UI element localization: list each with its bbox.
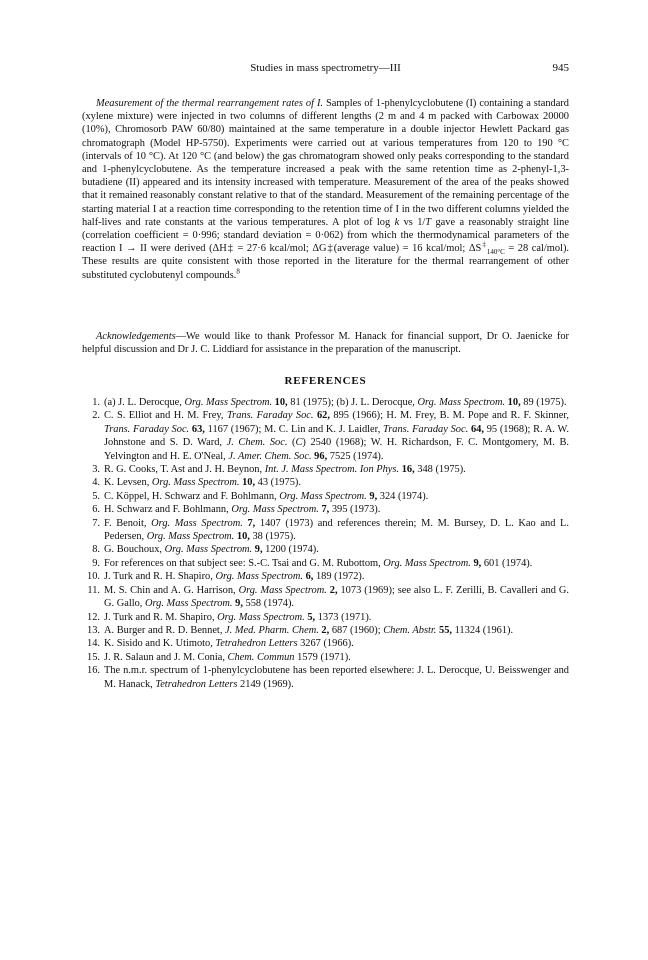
acknowledgements-text: —We would like to thank Professor M. Hanack for financial support, Dr O. Jaenicke for helpful discussion and Dr J. C. Liddiard for assistance in the preparation of the manuscript. [82,331,569,356]
reference-volume: 6, [305,571,314,583]
reference-text: 395 (1973). [329,504,381,516]
entropy-subscript: 140°C [486,248,505,257]
reference-journal: Trans. Faraday Soc. [226,410,314,422]
measurement-text-2: vs 1/ [399,216,426,228]
reference-number: 11. [87,584,100,596]
reference-volume: 2, [321,624,330,636]
reference-volume: 10, [236,531,250,543]
reference-journal: Org. Mass Spectrom. [217,611,305,623]
reference-volume: 10, [507,397,521,408]
reference-text: The n.m.r. spectrum of 1-phenylcyclobutene has been reported elsewhere: J. L. Derocque, U. Beisswenger and M. Hanack, [104,665,569,690]
reference-text: (a) J. L. Derocque, [104,397,185,408]
reference-text: For references on that subject see: S.-C. Tsai and G. M. Rubottom, [104,557,384,569]
reference-volume: 62, [316,410,330,422]
reference-volume: 7, [247,517,256,529]
reference-number: 12. [87,611,100,623]
citation-superscript: 8 [236,267,240,276]
reference-text: M. S. Chin and A. G. Harrison, [104,584,239,596]
reference-text: 1167 (1967); M. C. Lin and K. J. Laidler, [204,423,384,435]
page-number: 945 [552,62,569,74]
reference-journal: Chem. Abstr. [383,624,437,636]
reference-text: C. Köppel, H. Schwarz and F. Bohlmann, [104,490,280,502]
reference-volume: 5, [307,611,316,623]
reference-text: K. Levsen, [104,477,152,489]
reference-text: ) 2540 (1968); W. H. Richardson, F. C. Montgomery, M. B. Yelvington and H. E. O'Neal, [104,437,569,462]
reference-volume: 10, [242,477,256,489]
reference-item [82,490,569,503]
reference-number: 15. [87,651,100,663]
reference-volume: 9, [235,598,243,610]
reference-number: 6. [92,504,100,516]
references-heading: REFERENCES [284,375,367,387]
reference-text: 95 (1968); R. A. W. Johnstone and S. D. Ward, [104,423,569,449]
reference-volume: 10, [274,397,288,408]
reference-number: 9. [92,557,100,569]
reference-journal: Org. Mass Spectrom. [151,477,240,489]
reference-journal: Org. Mass Spectrom. [238,584,327,596]
page-header [82,62,569,78]
reference-text: 3267 (1966). [297,638,354,650]
reference-number: 5. [92,490,100,502]
reference-text: 558 (1974). [242,598,295,610]
reference-text: J. R. Salaun and J. M. Conia, [104,651,228,663]
reference-text: 2149 (1969). [237,678,294,690]
reference-journal: Org. Mass Spectrom. [144,598,233,610]
reference-volume: 2, [329,584,338,596]
reference-volume: 9, [473,557,482,569]
reference-volume: 55, [439,624,453,636]
reference-number: 8. [92,544,100,556]
reference-text: 81 (1975); (b) J. L. Derocque, [287,397,418,408]
reference-item [82,503,569,516]
reference-text: J. Turk and R. M. Shapiro, [104,611,218,623]
reference-text: H. Schwarz and F. Bohlmann, [104,504,232,516]
reference-text: 38 (1975). [249,531,296,543]
entropy-superscript: ‡ [481,240,487,249]
reference-number: 13. [87,624,100,636]
measurement-paragraph [82,97,569,282]
reference-text: 1373 (1971). [315,611,372,623]
reference-journal: C [295,437,303,449]
reference-text: 7525 (1974). [327,450,384,462]
reference-text: A. Burger and R. D. Bennet, [104,624,226,636]
reference-journal: Chem. Commun [227,651,295,663]
reference-text: 43 (1975). [255,477,301,489]
reference-text: 895 (1966); H. M. Frey, B. M. Pope and R. F. Skinner, [329,410,569,422]
reference-number: 14. [87,638,100,650]
reference-item [82,476,569,489]
reference-journal: Org. Mass Spectrom. [164,544,253,556]
reference-text: R. G. Cooks, T. Ast and J. H. Beynon, [104,464,265,476]
reference-item [82,624,569,637]
measurement-text-4: = 28 cal/mol). These results are quite consistent with those reported in the literature for the thermal rearrangement of other substituted cyclobutenyl compounds. [82,243,570,281]
measurement-text-3: gave a reasonably straight line (correlation coefficient = 0·996; standard deviation = 0·062) from which the thermodynamical parameters of the reaction I → II were derived (ΔH‡ = 27·6 kcal/mol; ΔG‡(average value) = 16 kcal/mol; ΔS [82,216,569,255]
reference-number: 4. [92,477,100,489]
reference-item [82,409,569,463]
reference-journal: Org. Mass Spectrom. [184,397,273,408]
reference-text: G. Bouchoux, [104,544,165,556]
reference-text: C. S. Elliot and H. M. Frey, [104,410,227,422]
reference-text: 687 (1960); [329,624,384,636]
reference-journal: Int. J. Mass Spectrom. Ion Phys. [264,464,400,476]
acknowledgements-heading: Acknowledgements [96,331,176,342]
reference-journal: Trans. Faraday Soc. [383,423,469,435]
reference-journal: Org. Mass Spectrom. [151,517,243,529]
reference-journal: Org. Mass Spectrom. [215,571,303,583]
t-symbol: T [425,216,432,228]
reference-volume: 9, [369,490,378,502]
reference-text: 1200 (1974). [262,544,319,556]
reference-text: 1579 (1971). [294,651,351,663]
reference-journal: J. Med. Pharm. Chem. [225,624,319,636]
reference-item [82,611,569,624]
reference-text: 89 (1975). [520,397,567,408]
reference-number: 2. [92,410,100,422]
reference-item [82,396,569,409]
reference-text: 11324 (1961). [452,624,514,636]
reference-text: K. Sisido and K. Utimoto, [104,638,216,650]
reference-journal: Org. Mass Spectrom. [146,531,235,543]
acknowledgements-paragraph [82,330,569,356]
reference-item [82,517,569,544]
reference-text: 601 (1974). [481,557,533,569]
reference-number: 1. [92,397,100,408]
measurement-heading: Measurement of the thermal rearrangement rates of I. [96,98,324,109]
reference-number: 16. [87,665,100,677]
reference-volume: 96, [314,450,328,462]
reference-volume: 64, [470,423,484,435]
reference-volume: 63, [191,423,205,435]
reference-number: 7. [92,517,100,529]
reference-journal: Org. Mass Spectrom. [231,504,319,516]
reference-journal: Org. Mass Spectrom. [383,557,471,569]
reference-item [82,570,569,583]
reference-item [82,664,569,691]
references-list [82,396,569,691]
reference-item [82,584,569,611]
reference-text: ( [287,437,296,449]
reference-volume: 16, [401,464,415,476]
reference-item [82,463,569,476]
reference-text: 348 (1975). [414,464,466,476]
reference-journal: Org. Mass Spectrom. [417,397,506,408]
reference-journal: Org. Mass Spectrom. [279,490,367,502]
reference-journal: Tetrahedron Letters [155,678,238,690]
running-title: Studies in mass spectrometry—III [250,62,401,74]
reference-journal: Tetrahedron Letters [215,638,298,650]
reference-number: 10. [87,571,100,583]
reference-journal: J. Amer. Chem. Soc. [228,450,312,462]
reference-item [82,543,569,556]
reference-text: 1073 (1969); see also L. F. Zerilli, B. Cavalleri and G. G. Gallo, [104,584,569,610]
k-symbol: k [394,216,400,228]
reference-item [82,651,569,664]
reference-text: 189 (1972). [313,571,365,583]
reference-item [82,637,569,650]
measurement-text-1: Samples of 1-phenylcyclobutene (I) containing a standard (xylene mixture) were injected in two columns of different lengths (2 m and 4 m packed with Carbowax 20000 (10%), Chromosorb PAW 60/80) maintained at the same temperature in a double injector Hewlett Packard gas chromatograph (Model HP-5750). Experiments were carried out at various temperatures from 120 to 190 °C (intervals of 10 °C). At 120 °C (and below) the gas chromatogram showed only peaks corresponding to the standard and 1-phenylcyclobutene. As the temperature increased a peak with the same retention time as 2-phenyl-1,3-butadiene (II) appeared and its intensity increased with temperature. Measurement of the area of the peaks showed that it remained reasonably constant relative to that of the standard. Measurement of the remaining percentage of the starting material I at a reaction time corresponding to the retention time of I in the two different columns yielded the half-lives and rate constants at the various temperatures. A plot of log [82,98,569,228]
reference-volume: 7, [321,504,330,516]
reference-text: 1407 (1973) and references therein; M. M. Bursey, D. L. Kao and L. Pedersen, [104,517,569,543]
reference-volume: 9, [254,544,263,556]
reference-text: J. Turk and R. H. Shapiro, [104,571,216,583]
reference-text: 324 (1974). [377,490,429,502]
reference-journal: Trans. Faraday Soc. [104,423,190,435]
reference-number: 3. [92,464,100,476]
reference-text: F. Benoit, [104,517,152,529]
reference-item [82,557,569,570]
reference-journal: J. Chem. Soc. [226,437,288,449]
